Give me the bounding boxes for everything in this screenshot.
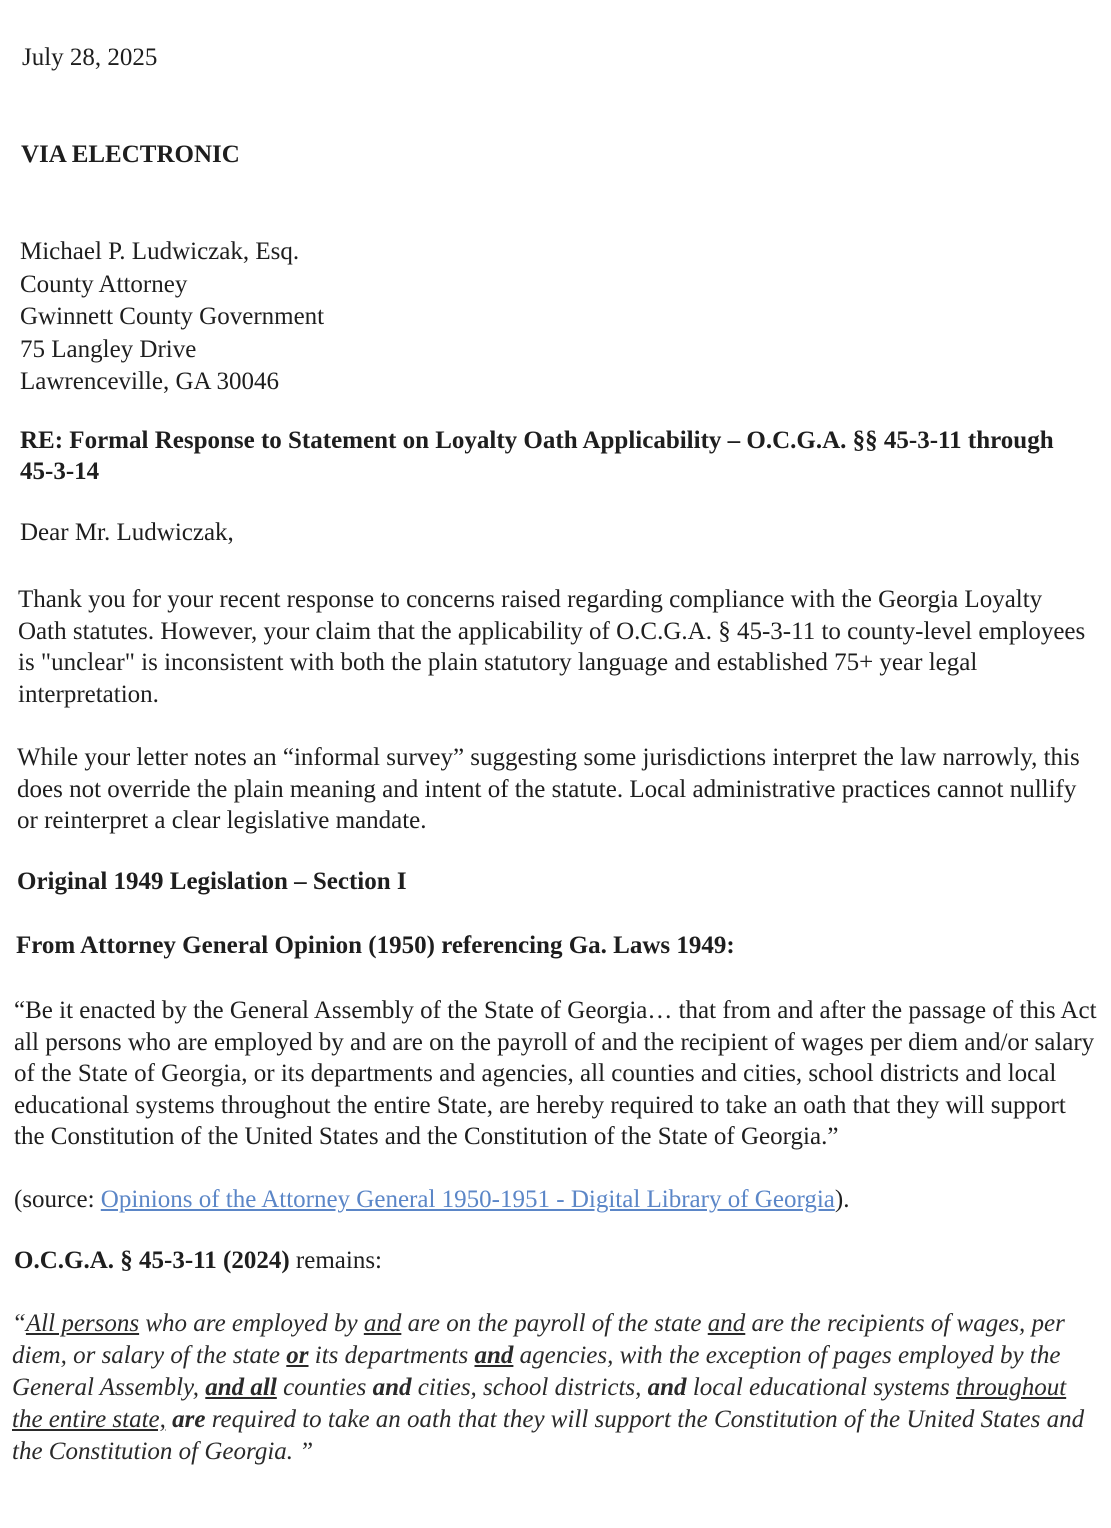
paragraph-survey: While your letter notes an “informal survey” suggesting some jurisdictions interpret the law narrowly, this does not override the plain meaning and intent of the statute. Local administrative practices cannot nullify or reinterpret a clear legislative mandate. — [17, 744, 1080, 834]
paragraph-intro: Thank you for your recent response to concerns raised regarding compliance with the Georgia Loyalty Oath statutes. However, your claim that the applicability of O.C.G.A. § 45-3-11 to county-level employees is "unclear" is inconsistent with both the plain statutory language and established 75+ year legal interpretation. — [18, 586, 1086, 708]
emphasis-throughout: throughout the entire state, — [12, 1374, 1067, 1433]
emphasis-and: and — [474, 1342, 514, 1369]
emphasis-and-all: and all — [205, 1374, 277, 1401]
quote-open: “ — [12, 1310, 26, 1337]
source-prefix: (source: — [14, 1186, 101, 1213]
source-citation — [14, 1184, 849, 1216]
emphasis-and: and — [707, 1310, 746, 1337]
delivery-method: VIA ELECTRONIC — [21, 141, 240, 168]
quote-text: cities, school districts, — [411, 1374, 648, 1401]
recipient-city: Lawrenceville, GA 30046 — [20, 368, 279, 395]
quote-text: local educational systems — [686, 1374, 956, 1401]
emphasis-all-persons: All persons — [25, 1310, 140, 1337]
ocga-remains: remains: — [289, 1247, 383, 1274]
heading-ag-opinion: From Attorney General Opinion (1950) referencing Ga. Laws 1949: — [16, 932, 735, 959]
quote-text: are the recipients of wages, per diem, or salary of the state — [12, 1310, 1065, 1369]
emphasis-or: or — [286, 1342, 309, 1369]
quote-text: who are employed by — [139, 1310, 364, 1337]
quote-2024-statute — [12, 1308, 1097, 1468]
ocga-citation: O.C.G.A. § 45-3-11 (2024) — [14, 1247, 290, 1274]
emphasis-and: and — [647, 1374, 687, 1401]
source-suffix: ). — [834, 1186, 850, 1213]
recipient-name: Michael P. Ludwiczak, Esq. — [20, 238, 300, 265]
letter-date: July 28, 2025 — [22, 44, 158, 71]
emphasis-and: and — [372, 1374, 412, 1401]
emphasis-are: are — [172, 1406, 206, 1433]
salutation: Dear Mr. Ludwiczak, — [20, 519, 234, 546]
recipient-title: County Attorney — [20, 270, 188, 298]
recipient-street: 75 Langley Drive — [20, 335, 197, 363]
quote-text: are on the payroll of the state — [401, 1310, 708, 1337]
emphasis-and: and — [363, 1310, 402, 1337]
subject-line: RE: Formal Response to Statement on Loyalty Oath Applicability – O.C.G.A. §§ 45-3-11 through 45-3-14 — [20, 427, 1054, 485]
quote-text: required to take an oath that they will support the Constitution of the United States and the Constitution of Georgia. ” — [12, 1406, 1085, 1465]
quote-1949-act: “Be it enacted by the General Assembly of the State of Georgia… that from and after the passage of this Act all persons who are employed by and are on the payroll of and the recipient of wages per diem and/or salary of the State of Georgia, or its departments and agencies, all counties and cities, school districts and local educational systems throughout the entire State, are hereby required to take an oath that they will support the Constitution of the United States and the Constitution of the State of Georgia.” — [14, 997, 1097, 1150]
heading-1949-legislation: Original 1949 Legislation – Section I — [17, 868, 407, 895]
recipient-address — [20, 236, 324, 399]
quote-text: agencies, with the exception of pages employed by the General Assembly, — [12, 1342, 1061, 1401]
source-link[interactable]: Opinions of the Attorney General 1950-1951 - Digital Library of Georgia — [100, 1186, 835, 1213]
recipient-organization: Gwinnett County Government — [20, 303, 325, 330]
quote-text: its departments — [308, 1342, 475, 1369]
quote-text: counties — [276, 1374, 373, 1401]
ocga-heading — [14, 1245, 382, 1277]
